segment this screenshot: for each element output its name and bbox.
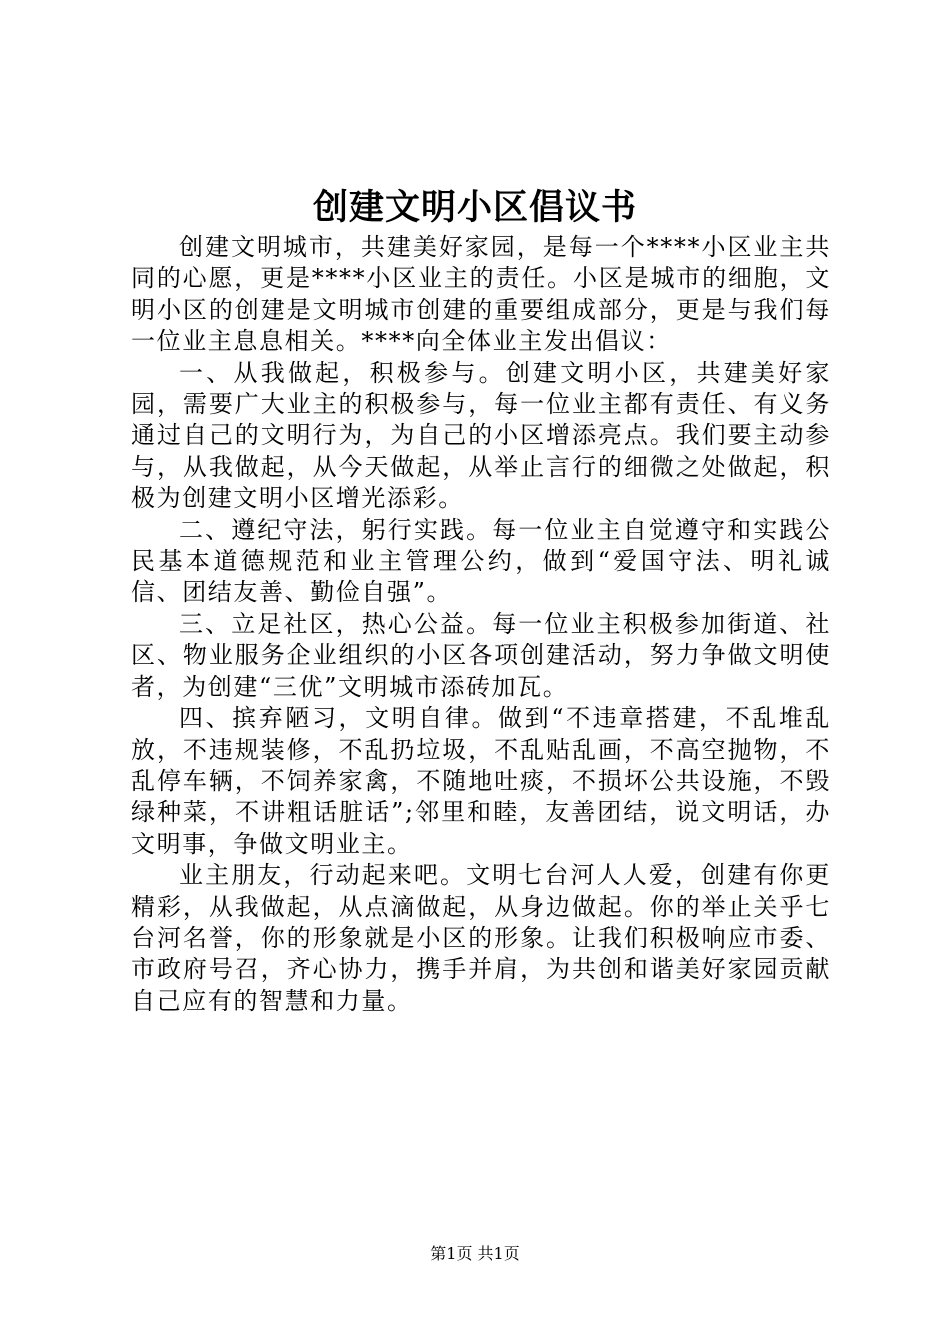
page-footer: 第1页 共1页: [430, 1244, 520, 1263]
paragraph-point-1: 一、从我做起，积极参与。创建文明小区，共建美好家园，需要广大业主的积极参与，每一位业主都有责任、有义务通过自己的文明行为，为自己的小区增添亮点。我们要主动参与，从我做起，从今天做起，从举止言行的细微之处做起，积极为创建文明小区增光添彩。: [131, 358, 831, 513]
paragraph-point-4: 四、摈弃陋习，文明自律。做到“不违章搭建，不乱堆乱放，不违规装修，不乱扔垃圾，不乱贴乱画，不高空抛物，不乱停车辆，不饲养家禽，不随地吐痰，不损坏公共设施，不毁绿种菜，不讲粗话脏话”;邻里和睦，友善团结，说文明话，办文明事，争做文明业主。: [131, 704, 831, 858]
paragraph-point-2: 二、遵纪守法，躬行实践。每一位业主自觉遵守和实践公民基本道德规范和业主管理公约，做到“爱国守法、明礼诚信、团结友善、勤俭自强”。: [131, 515, 831, 607]
document-title: 创建文明小区倡议书: [312, 187, 637, 228]
paragraph-intro: 创建文明城市，共建美好家园，是每一个****小区业主共同的心愿，更是****小区业主的责任。小区是城市的细胞，文明小区的创建是文明城市创建的重要组成部分，更是与我们每一位业主息息相关。****向全体业主发出倡议：: [131, 233, 831, 356]
document-body: [131, 232, 831, 1017]
paragraph-point-3: 三、立足社区，热心公益。每一位业主积极参加街道、社区、物业服务企业组织的小区各项创建活动，努力争做文明使者，为创建“三优”文明城市添砖加瓦。: [131, 609, 831, 701]
paragraph-closing: 业主朋友，行动起来吧。文明七台河人人爱，创建有你更精彩，从我做起，从点滴做起，从身边做起。你的举止关乎七台河名誉，你的形象就是小区的形象。让我们积极响应市委、市政府号召，齐心协力，携手并肩，为共创和谐美好家园贡献自己应有的智慧和力量。: [131, 861, 831, 1015]
